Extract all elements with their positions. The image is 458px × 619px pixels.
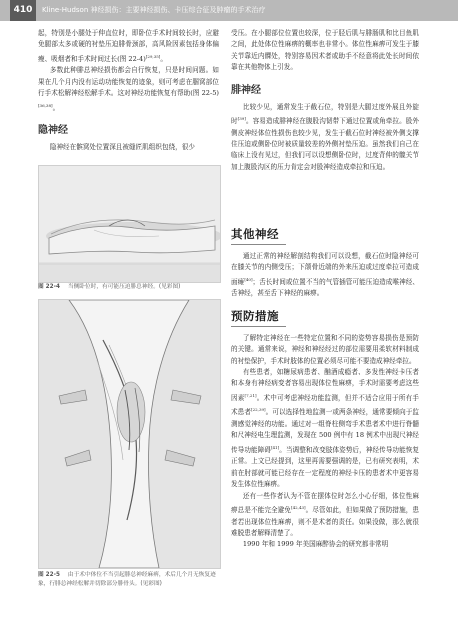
section-heading-saphenous: 隐神经: [38, 125, 68, 137]
paragraph: 比较少见，通常发生于截石位，特别是大腿过度外展且外旋时[39]。容易造成腓神经在腹股沟韧带下通过位置或角牵拉。股外侧皮神经体位性损伤也较少见，发生于截石位时神经被外侧支撑住压迫或侧卧位时被质量较差的外侧衬垫压迫。虽然我们自己在临床上没有见过，但我们可以设想侧卧位时，过度背伸的髋关节加上腹股沟区的压力肯定会对股神经造成牵拉和压迫。: [231, 102, 420, 171]
paragraph: 起，特别是小腿处于伸直位时，即卧位手术时间较长时，应避免腿部太多或硬的衬垫压迫腓骨颈部，高风险因素包括身体偏瘦、吸烟者和手术时间过长(图 22-4)[29,35]。: [38, 29, 219, 63]
figure-22-4-caption: 图 22-4 当侧卧位时，有可能压迫腓总神经。(见彩图): [38, 284, 181, 290]
figure-22-4-image: [38, 165, 221, 283]
right-column-bottom: [231, 218, 419, 551]
section-heading-sural: 腓神经: [231, 84, 261, 96]
lateral-position-illustration: [39, 166, 220, 282]
paragraph: 受压。在小腿部位位置也较深，位于胫后肌与腓肠肌和比目鱼肌之间，此处体位性麻痹的概率也非常小。体位性麻痹可发生于膝关节靠近内髁处，特别容易因术者或助手不经意将此处长时间依靠在其他物体上引发。: [231, 29, 419, 72]
section-heading-other-nerves: 其他神经: [231, 226, 419, 245]
figure-22-5-image: [38, 299, 221, 569]
surgical-exposure-illustration: [39, 300, 220, 568]
section-heading-prevention: 预防措施: [231, 308, 419, 327]
running-title: Kline-Hudson 神经损伤：主要神经损伤、卡压综合征及肿瘤的手术治疗: [42, 6, 266, 14]
paragraph: 隐神经在髌窝处位置深且被缝匠肌组织包绕，很少: [49, 143, 195, 152]
paragraph: 有些患者，如糖尿病患者、酗酒成瘾者、多发性神经卡压者和本身有神经病变者容易出现体位性麻痹，手术时需要考虑这些因素[7,21]。术中可考虑神经功能监测，但并不适合应用于所有手术患者[22,39]。可以选择性地监测一或两条神经，通常要倾向于监测感觉神经的功能。通过对一组脊柱侧弯手术患者术中进行脊髓和尺神经电生理监测，发现在 500 例中有 18 例术中出现尺神经传导功能障碍[41]。当调整和改变肢体姿势后，神经传导功能恢复正常。上文已经提到，这里再需要强调的是，已有研究表明，术前在肘部就可能已经存在一定程度的神经卡压的患者术中更容易发生体位性麻痹。: [231, 368, 420, 489]
figure-22-5-caption: 图 22-5 由于术中体位不当引起腓总神经麻痹，术后几个月无恢复迹象，行腓总神经松解并切除部分腓骨头。(见彩图): [38, 572, 216, 587]
page-header: [0, 0, 458, 21]
right-column-top: [231, 28, 419, 173]
paragraph: 通过正常的神经解剖结构我们可以设想，截石位时隐神经可在膝关节的内侧受压；下颌骨近端的外来压迫或过度牵拉可造成面瘫[40]；舌长时间或位置不当的气管插管可能压迫造成喉神经、舌神经，甚至舌下神经的麻痹。: [231, 252, 420, 298]
paragraph: 多数此种腓总神经损伤都会自行恢复，只是时间问题。如果在几个月内没有运动功能恢复的迹象，则可考虑在腘窝部位行手术松解神经松解手术。这对神经功能恢复有帮助(图 22-5)[36,38]。: [38, 66, 219, 112]
paragraph: 还有一些作者认为不管在摆体位时怎么小心仔细，体位性麻痹总是不能完全避免[42,43]。尽管如此，但如果做了预防措施，患者若出现体位性麻痹，则不是术者的责任。如果没做，那么就很难脱患者解释清楚了。: [231, 491, 419, 538]
left-column: [38, 28, 219, 154]
page-number: 410: [10, 0, 36, 21]
paragraph: 了解特定神经在一些特定位置和不同的姿势容易损伤是预防的关键。通常来说，神经和神经经过的部位需要用柔软材料制成的衬垫保护，手术时肢体的位置必须尽可能不要造成神经牵拉。: [231, 333, 419, 365]
paragraph: 1990 年和 1999 年美国麻醉协会的研究都非常明: [242, 540, 389, 549]
